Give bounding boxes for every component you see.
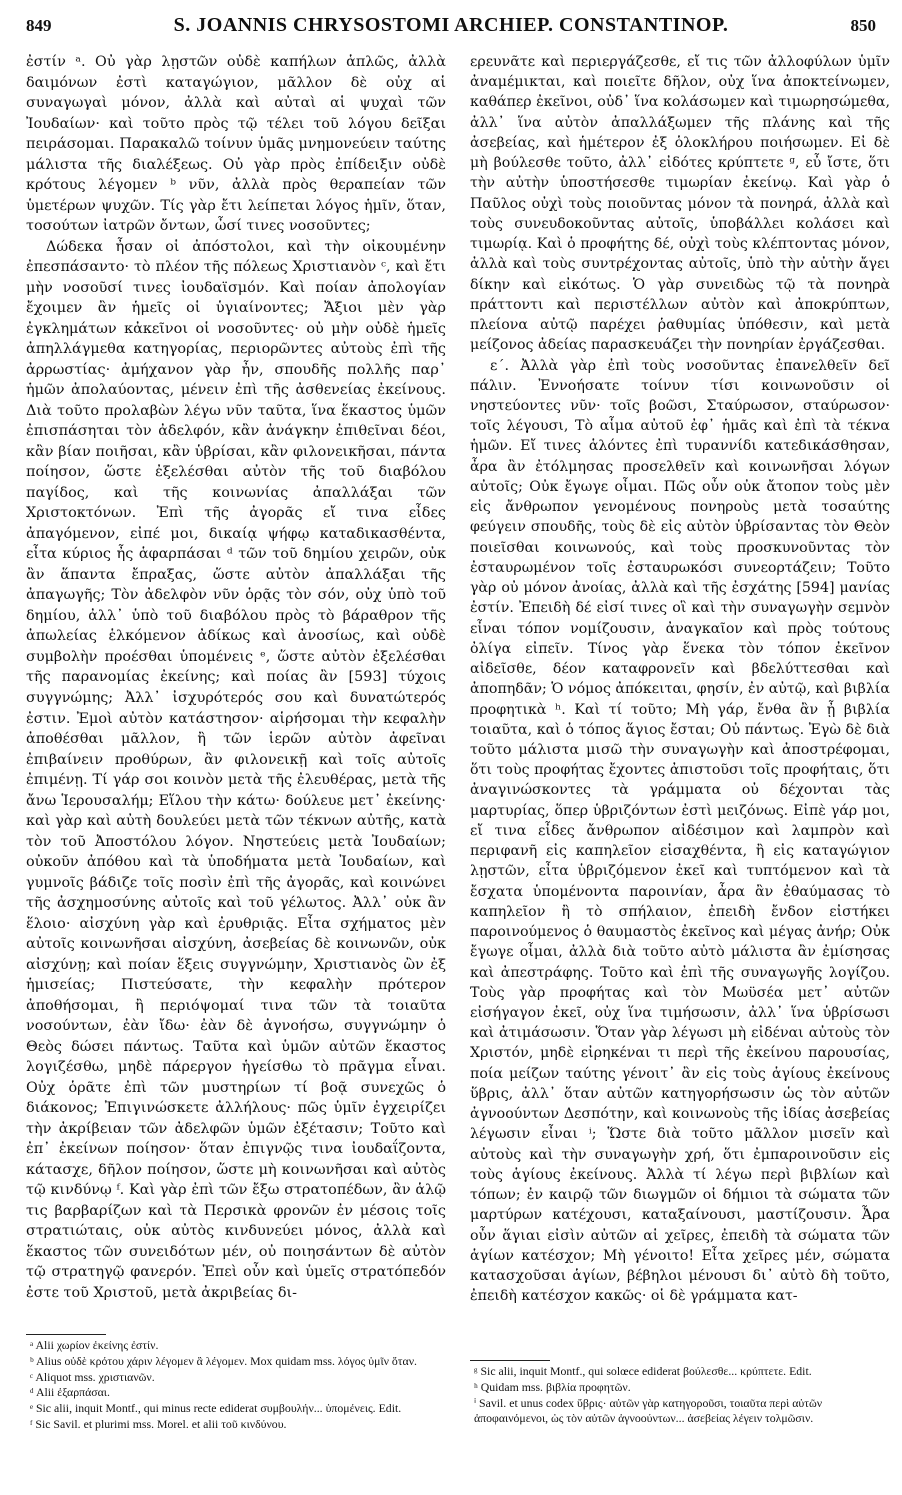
footnotes-right (474, 1364, 894, 1427)
footnote: ᵈ Alii ἐξαρπάσαι. (30, 1385, 110, 1400)
footnotes-left (30, 1338, 450, 1433)
left-column (26, 52, 446, 1303)
footnote-divider-left (26, 1334, 106, 1335)
footnote: ᶠ Sic Savil. et plurimi mss. Morel. et alii τοῦ κινδύνου. (30, 1416, 287, 1431)
footnote: ᵃ Alii χωρίον ἐκείνης ἐστίν. (30, 1338, 159, 1352)
right-paragraph: ε´. Ἀλλὰ γὰρ ἐπὶ τοὺς νοσοῦντας ἐπανελθεῖν δεῖ πάλιν. Ἐννοήσατε τοίνυν τίσι κοινωνοῦσιν οἱ νηστεύοντες νῦν· τοῖς βοῶσι, Σταύρωσον, σταύρωσον· τοῖς λέγουσι, Τὸ αἷμα αὐτοῦ ἐφ᾽ ἡμᾶς καὶ ἐπὶ τὰ τέκνα ἡμῶν. Εἴ τινες ἁλόντες ἐπὶ τυραννίδι κατεδικάσθησαν, ἆρα ἂν ἐτόλμησας προσελθεῖν καὶ κοινωνῆσαι λόγων αὐτοῖς; Οὐκ ἔγωγε οἶμαι. Πῶς οὖν οὐκ ἄτοπον τοὺς μὲν εἰς ἄνθρωπον γενομένους πονηροὺς μετὰ τοσαύτης φεύγειν σπουδῆς, τοὺς δὲ εἰς αὐτὸν ὑβρίσαντας τὸν Θεὸν ποιεῖσθαι κοινωνούς, καὶ τοὺς προσκυνοῦντας τὸν ἐσταυρωμένον τοῖς ἐσταυρωκόσι συνεορτάζειν; Τοῦτο γὰρ οὐ μόνον ἀνοίας, ἀλλὰ καὶ τῆς ἐσχάτης [594] μανίας ἐστίν. Ἐπειδὴ δέ εἰσί τινες οἳ καὶ τὴν συναγωγὴν σεμνὸν εἶναι τόπον νομίζουσιν, ἀναγκαῖον καὶ πρὸς τούτους ὀλίγα εἰπεῖν. Τίνος γὰρ ἕνεκα τὸν τόπον ἐκεῖνον αἰδεῖσθε, δέον καταφρονεῖν καὶ βδελύττεσθαι καὶ ἀποπηδᾶν; Ὁ νόμος ἀπόκειται, φησίν, ἐν αὐτῷ, καὶ βιβλία προφητικὰ ʰ. Καὶ τί τοῦτο; Μὴ γάρ, ἔνθα ἂν ᾖ βιβλία τοιαῦτα, καὶ ὁ τόπος ἅγιος ἔσται; Οὐ πάντως. Ἐγὼ δὲ διὰ τοῦτο μάλιστα μισῶ τὴν συναγωγὴν καὶ ἀποστρέφομαι, ὅτι τοὺς προφήτας ἔχοντες ἀπιστοῦσι τοῖς προφήταις, ὅτι ἀναγινώσκοντες τὰ γράμματα οὐ δέχονται τὰς μαρτυρίας, ὅπερ ὑβριζόντων ἐστὶ μειζόνως. Εἰπὲ γάρ μοι, εἴ τινα εἶδες ἄνθρωπον αἰδέσιμον καὶ λαμπρὸν καὶ περιφανῆ εἰς καπηλεῖον εἰσαχθέντα, ἢ εἰς καταγώγιον λῃστῶν, εἶτα ὑβριζόμενον ἐκεῖ καὶ τυπτόμενον καὶ τὰ ἔσχατα ὑπομένοντα παροινίαν, ἆρα ἂν ἐθαύμασας τὸ καπηλεῖον ἢ τὸ σπήλαιον, ἐπειδὴ ἔνδον εἰστήκει παροινούμενος ὁ θαυμαστὸς ἐκεῖνος καὶ μέγας ἀνήρ; Οὐκ ἔγωγε οἶμαι, ἀλλὰ διὰ τοῦτο αὐτὸ μάλιστα ἂν ἐμίσησας καὶ ἀπεστράφης. Τοῦτο καὶ ἐπὶ τῆς συναγωγῆς λογίζου. Τοὺς γὰρ προφήτας καὶ τὸν Μωϋσέα μετ᾽ αὐτῶν εἰσήγαγον ἐκεῖ, οὐχ ἵνα τιμήσωσιν, ἀλλ᾽ ἵνα ὑβρίσωσι καὶ ἀτιμάσωσιν. Ὅταν γὰρ λέγωσι μὴ εἰδέναι αὐτοὺς τὸν Χριστόν, μηδὲ εἰρηκέναι τι περὶ τῆς ἐκείνου παρουσίας, ποία μείζων ταύτης γένοιτ᾽ ἂν εἰς τοὺς ἁγίους ἐκείνους ὕβρις, ἀλλ᾽ ὅταν αὐτῶν κατηγορήσωσιν ὡς τὸν αὐτῶν ἀγνοούντων Δεσπότην, καὶ κοινωνοὺς τῆς ἰδίας ἀσεβείας λέγωσιν εἶναι ⁱ; Ὥστε διὰ τοῦτο μᾶλλον μισεῖν καὶ αὐτοὺς καὶ τὴν συναγωγὴν χρή, ὅτι ἐμπαροινοῦσιν εἰς τοὺς ἁγίους ἐκείνους. Ἀλλὰ τί λέγω περὶ βιβλίων καὶ τόπων; ἐν καιρῷ τῶν διωγμῶν οἱ δήμιοι τὰ σώματα τῶν μαρτύρων κατέχουσι, καταξαίνουσι, μαστίζουσιν. Ἆρα οὖν ἅγιαι εἰσὶν αὐτῶν αἱ χεῖρες, ἐπειδὴ τὰ σώματα τῶν ἁγίων κατέσχον; Μὴ γένοιτο! Εἶτα χεῖρες μέν, σώματα κατασχοῦσαι ἁγίων, βέβηλοι μένουσι δι᾽ αὐτὸ δὴ τοῦτο, ἐπειδὴ κατέσχον κακῶς· οἱ δὲ γράμματα κατ- (470, 357, 890, 1305)
footnote: ᵍ Sic alii, inquit Montf., qui solœce ediderat βούλεσθε... κρύπτετε. Edit. (474, 1364, 812, 1378)
running-header (26, 14, 876, 44)
footnote: ᵇ Alius οὐδὲ κρότου χάριν λέγομεν ἃ λέγομεν. Mox quidam mss. λόγος ὑμῖν ὅταν. (30, 1353, 417, 1368)
footnote: ᶜ Aliquot mss. χριστιανῶν. (30, 1369, 155, 1384)
footnote: ⁱ Savil. et unus codex ὕβρις· αὐτῶν γὰρ κατηγοροῦσι, τοιαῦτα περὶ αὐτῶν ἀποφαινόμενοι, ὡς τὸν αὐτῶν ἀγνοούντων... ἀσεβείας λέγειν τολμῶσιν. (474, 1395, 823, 1426)
page-number-left: 849 (26, 16, 52, 35)
right-column (470, 52, 890, 1307)
left-paragraph: Δώδεκα ἦσαν οἱ ἀπόστολοι, καὶ τὴν οἰκουμένην ἐπεσπάσαντο· τὸ πλέον τῆς πόλεως Χριστιανὸν ᶜ, καὶ ἔτι μὴν νοσοῦσί τινες ἰουδαϊσμόν. Καὶ ποίαν ἀπολογίαν ἔχοιμεν ἂν ἡμεῖς οἱ ὑγιαίνοντες; Ἄξιοι μὲν γὰρ ἐγκλημάτων κἀκεῖνοι οἱ νοσοῦντες· οὐ μὴν οὐδὲ ἡμεῖς ἀπηλλάγμεθα κατηγορίας, περιορῶντες αὐτοὺς ἐπὶ τῆς ἀρρωστίας· ἀμήχανον γὰρ ἦν, σπουδῆς πολλῆς παρ᾽ ἡμῶν ἀπολαύοντας, μένειν ἐπὶ τῆς ἀσθενείας ἐκείνους. Διὰ τοῦτο προλαβὼν λέγω νῦν ταῦτα, ἵνα ἕκαστος ὑμῶν ἐπισπάσηται τὸν ἀδελφόν, κἂν ἀνάγκην ἐπιθεῖναι δέοι, κἂν βίαν ποιῆσαι, κἂν ὑβρίσαι, κἂν φιλονεικῆσαι, πάντα ποίησον, ὥστε ἐξελέσθαι αὐτὸν τῆς τοῦ διαβόλου παγίδος, καὶ τῆς κοινωνίας ἀπαλλάξαι τῶν Χριστοκτόνων. Ἐπὶ τῆς ἀγορᾶς εἴ τινα εἶδες ἀπαγόμενον, εἰπέ μοι, δικαίᾳ ψήφῳ καταδικασθέντα, εἶτα κύριος ἦς ἁφαρπάσαι ᵈ τῶν τοῦ δημίου χειρῶν, οὐκ ἂν ἅπαντα ἔπραξας, ὥστε αὐτὸν ἀπαλλάξαι τῆς ἀπαγωγῆς; Τὸν ἀδελφὸν νῦν ὁρᾷς τὸν σόν, οὐχ ὑπὸ τοῦ δημίου, ἀλλ᾽ ὑπὸ τοῦ διαβόλου πρὸς τὸ βάραθρον τῆς ἀπωλείας ἑλκόμενον ἀδίκως καὶ ἀνοσίως, καὶ οὐδὲ συμβολὴν προέσθαι ὑπομένεις ᵉ, ὥστε αὐτὸν ἐξελέσθαι τῆς παρανομίας ἐκείνης; καὶ ποίας ἂν [593] τύχοις συγγνώμης; Ἀλλ᾽ ἰσχυρότερός σου καὶ δυνατώτερός ἐστιν. Ἐμοὶ αὐτὸν κατάστησον· αἱρήσομαι τὴν κεφαλὴν ἀποθέσθαι μᾶλλον, ἢ τῶν ἱερῶν αὐτὸν ἀφεῖναι ἐπιβαίνειν προθύρων, ἂν φιλονεικῇ καὶ τοῖς αὐτοῖς ἐπιμένῃ. Τί γάρ σοι κοινὸν μετὰ τῆς ἐλευθέρας, μετὰ τῆς ἄνω Ἱερουσαλήμ; Εἵλου τὴν κάτω· δούλευε μετ᾽ ἐκείνης· καὶ γὰρ καὶ αὐτὴ δουλεύει μετὰ τῶν τέκνων αὐτῆς, κατὰ τὸν τοῦ Ἀποστόλου λόγον. Νηστεύεις μετὰ Ἰουδαίων; οὐκοῦν ἀπόθου καὶ τὰ ὑποδήματα μετὰ Ἰουδαίων, καὶ γυμνοῖς βάδιζε τοῖς ποσὶν ἐπὶ τῆς ἀγορᾶς, καὶ κοινώνει τῆς ἀσχημοσύνης αὐτοῖς καὶ τοῦ γέλωτος. Ἀλλ᾽ οὐκ ἂν ἕλοιο· αἰσχύνη γὰρ καὶ ἐρυθριᾷς. Εἶτα σχήματος μὲν αὐτοῖς κοινωνῆσαι αἰσχύνη, ἀσεβείας δὲ κοινωνῶν, οὐκ αἰσχύνῃ; καὶ ποίαν ἕξεις συγγνώμην, Χριστιανὸς ὢν ἐξ ἡμισείας; Πιστεύσατε, τὴν κεφαλὴν πρότερον ἀποθήσομαι, ἢ περιόψομαί τινα τῶν τὰ τοιαῦτα νοσούντων, ἐὰν ἴδω· ἐὰν δὲ ἀγνοήσω, συγγνώμην ὁ Θεὸς δώσει πάντως. Ταῦτα καὶ ὑμῶν αὐτῶν ἕκαστος λογιζέσθω, μηδὲ πάρεργον ἡγείσθω τὸ πρᾶγμα εἶναι. Οὐχ ὁρᾶτε ἐπὶ τῶν μυστηρίων τί βοᾷ συνεχῶς ὁ διάκονος; Ἐπιγινώσκετε ἀλλήλους· πῶς ὑμῖν ἐγχειρίζει τὴν ἀκρίβειαν τῶν ἀδελφῶν ὑμῶν ἐξέτασιν; Τοῦτο καὶ ἐπ᾽ ἐκείνων ποίησον· ὅταν ἐπιγνῷς τινα ἰουδαΐζοντα, κάτασχε, δῆλον ποίησον, ὥστε μὴ κοινωνῆσαι καὶ αὐτὸς τῷ κινδύνῳ ᶠ. Καὶ γὰρ ἐπὶ τῶν ἔξω στρατοπέδων, ἂν ἁλῷ τις βαρβαρίζων καὶ τὰ Περσικὰ φρονῶν ἐν μέσοις τοῖς στρατιώταις, οὐκ αὐτὸς κινδυνεύει μόνος, ἀλλὰ καὶ ἕκαστος τῶν συνειδότων μέν, οὐ ποιησάντων δὲ αὐτὸν τῷ στρατηγῷ φανερόν. Ἐπεὶ οὖν καὶ ὑμεῖς στρατόπεδόν ἐστε τοῦ Χριστοῦ, μετὰ ἀκριβείας δι- (26, 238, 446, 1301)
footnote-divider-right (470, 1360, 550, 1361)
page-number-right: 850 (850, 16, 876, 35)
footnote: ʰ Quidam mss. βιβλία προφητῶν. (474, 1379, 631, 1394)
footnote: ᵉ Sic alii, inquit Montf., qui minus recte ediderat συμβουλήν... ὑπομένεις. Edit. (30, 1401, 402, 1416)
right-paragraph: ερευνᾶτε καὶ περιεργάζεσθε, εἴ τις τῶν ἀλλοφύλων ὑμῖν ἀναμέμικται, καὶ ποιεῖτε δῆλον, οὐχ ἵνα ἀποκτείνωμεν, καθάπερ ἐκεῖνοι, οὐδ᾽ ἵνα κολάσωμεν καὶ τιμωρησώμεθα, ἀλλ᾽ ἵνα αὐτὸν ἀπαλλάξωμεν τῆς πλάνης καὶ τῆς ἀσεβείας, καὶ ἡμέτερον ἐξ ὁλοκλήρου ποιήσωμεν. Εἰ δὲ μὴ βούλεσθε τοῦτο, ἀλλ᾽ εἰδότες κρύπτετε ᵍ, εὖ ἴστε, ὅτι τὴν αὐτὴν ὑποστήσεσθε τιμωρίαν ἐκείνῳ. Καὶ γὰρ ὁ Παῦλος οὐχὶ τοὺς ποιοῦντας μόνον τὰ πονηρά, ἀλλὰ καὶ τοὺς συνευδοκοῦντας αὐτοῖς, ὑποβάλλει κολάσει καὶ τιμωρίᾳ. Καὶ ὁ προφήτης δέ, οὐχὶ τοὺς κλέπτοντας μόνον, ἀλλὰ καὶ τοὺς συντρέχοντας αὐτοῖς, ὑπὸ τὴν αὐτὴν ἄγει δίκην καὶ εἰκότως. Ὁ γὰρ συνειδὼς τῷ τὰ πονηρὰ πράττοντι καὶ περιστέλλων αὐτὸν καὶ ἀποκρύπτων, πλείονα αὐτῷ παρέχει ῥαθυμίας ὑπόθεσιν, καὶ μετὰ μείζονος ἀδείας παρασκευάζει τὴν πονηρίαν ἐργάζεσθαι. (470, 54, 890, 354)
running-title: S. JOANNIS CHRYSOSTOMI ARCHIEP. CONSTANTINOP. (173, 14, 729, 36)
left-paragraph: ἐστίν ᵃ. Οὐ γὰρ λῃστῶν οὐδὲ καπήλων ἁπλῶς, ἀλλὰ δαιμόνων ἐστὶ καταγώγιον, μᾶλλον δὲ οὐχ αἱ συναγωγαὶ μόνον, ἀλλὰ καὶ αὐταὶ αἱ ψυχαὶ τῶν Ἰουδαίων· καὶ τοῦτο πρὸς τῷ τέλει τοῦ λόγου δεῖξαι πειράσομαι. Παρακαλῶ τοίνυν ὑμᾶς μνημονεύειν ταύτης μάλιστα τῆς διαλέξεως. Οὐ γὰρ πρὸς ἐπίδειξιν οὐδὲ κρότους λέγομεν ᵇ νῦν, ἀλλὰ πρὸς θεραπείαν τῶν ὑμετέρων ψυχῶν. Τίς γὰρ ἔτι λείπεται λόγος ἡμῖν, ὅταν, τοσούτων ἰατρῶν ὄντων, ὦσί τινες νοσοῦντες; (26, 54, 446, 235)
